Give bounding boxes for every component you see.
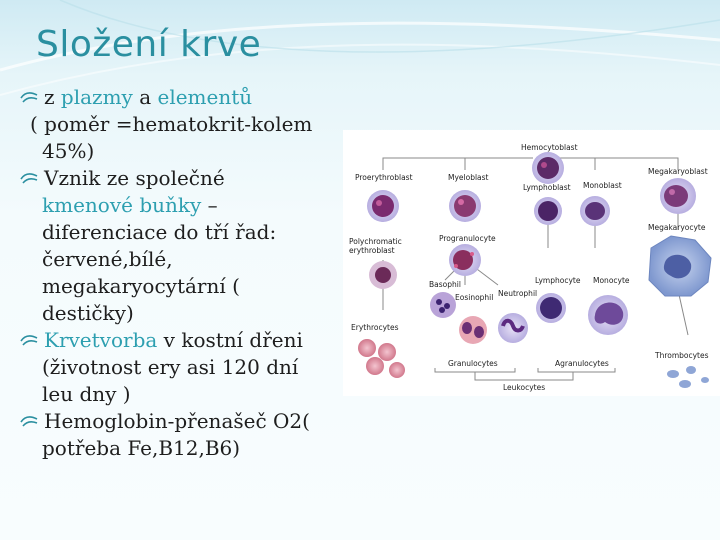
text: z xyxy=(44,85,61,109)
bullet-continuation: červené,bílé, xyxy=(42,247,173,271)
neutrophil-cell xyxy=(498,289,537,343)
bullet-item xyxy=(14,327,354,354)
bullet-continuation: destičky) xyxy=(42,301,134,325)
label-erythrocytes: Erythrocytes xyxy=(351,323,399,332)
bullet-continuation: leu dny ) xyxy=(42,382,131,406)
bullet-continuation: ( poměr =hematokrit-kolem xyxy=(30,112,313,136)
polychromatic-erythroblast-cell xyxy=(349,237,402,289)
label-hemocytoblast: Hemocytoblast xyxy=(521,143,578,152)
thrombocyte-cells xyxy=(654,351,709,388)
monoblast-cell xyxy=(580,181,622,226)
text: Hemoglobin-přenašeč O2( xyxy=(44,409,310,433)
bullet-marker-icon xyxy=(20,171,38,187)
label-progranulocyte: Progranulocyte xyxy=(439,234,496,243)
bullet-continuation: 45%) xyxy=(42,139,95,163)
label-lymphoblast: Lymphoblast xyxy=(523,183,571,192)
megakaryocyte-cell xyxy=(648,223,711,296)
label-thrombocytes: Thrombocytes xyxy=(655,351,709,360)
label-erythroblast: erythroblast xyxy=(349,246,395,255)
label-polychromatic: Polychromatic xyxy=(349,237,402,246)
highlight-term: elementů xyxy=(157,85,253,109)
bullet-continuation: (životnost ery asi 120 dní xyxy=(42,355,299,379)
progranulocyte-cell xyxy=(439,234,496,276)
label-leukocytes: Leukocytes xyxy=(503,383,546,392)
myeloblast-cell xyxy=(448,173,489,222)
highlight-term: plazmy xyxy=(60,85,133,109)
bullet-item xyxy=(14,84,354,111)
lymphocyte-cell xyxy=(535,276,581,323)
bullet-continuation: potřeba Fe,B12,B6) xyxy=(42,436,241,460)
label-proerythroblast: Proerythroblast xyxy=(355,173,413,182)
hematopoiesis-figure xyxy=(343,130,720,396)
text: – xyxy=(201,193,218,217)
hemocytoblast-cell xyxy=(521,143,578,184)
bullet-continuation: diferenciace do tří řad: xyxy=(42,220,277,244)
label-basophil: Basophil xyxy=(429,280,461,289)
label-megakaryoblast: Megakaryoblast xyxy=(648,167,708,176)
bullet-continuation xyxy=(14,192,354,219)
bullet-marker-icon xyxy=(20,333,38,349)
monocyte-cell xyxy=(588,276,630,335)
label-monocyte: Monocyte xyxy=(593,276,630,285)
label-eosinophil: Eosinophil xyxy=(455,293,494,302)
label-agranulocytes: Agranulocytes xyxy=(555,359,609,368)
label-myeloblast: Myeloblast xyxy=(448,173,489,182)
bullet-item xyxy=(14,408,354,435)
label-granulocytes: Granulocytes xyxy=(448,359,498,368)
eosinophil-cell xyxy=(455,293,493,344)
lymphoblast-cell xyxy=(523,183,571,225)
text: Vznik ze společné xyxy=(44,166,225,190)
bullet-continuation: megakaryocytární ( xyxy=(42,274,240,298)
proerythroblast-cell xyxy=(355,173,413,222)
erythrocyte-cells xyxy=(351,323,405,378)
megakaryoblast-cell xyxy=(648,167,708,214)
bullet-list xyxy=(14,84,354,462)
bullet-marker-icon xyxy=(20,90,38,106)
bullet-item xyxy=(14,165,354,192)
label-lymphocyte: Lymphocyte xyxy=(535,276,581,285)
slide-title: Složení krve xyxy=(36,24,262,65)
text: a xyxy=(132,85,158,109)
bullet-marker-icon xyxy=(20,414,38,430)
hematopoiesis-diagram xyxy=(343,130,720,396)
label-monoblast: Monoblast xyxy=(583,181,622,190)
text: v kostní dřeni xyxy=(157,328,303,352)
label-megakaryocyte: Megakaryocyte xyxy=(648,223,706,232)
highlight-term: Krvetvorba xyxy=(44,328,158,352)
highlight-term: kmenové buňky xyxy=(42,193,202,217)
label-neutrophil: Neutrophil xyxy=(498,289,538,298)
